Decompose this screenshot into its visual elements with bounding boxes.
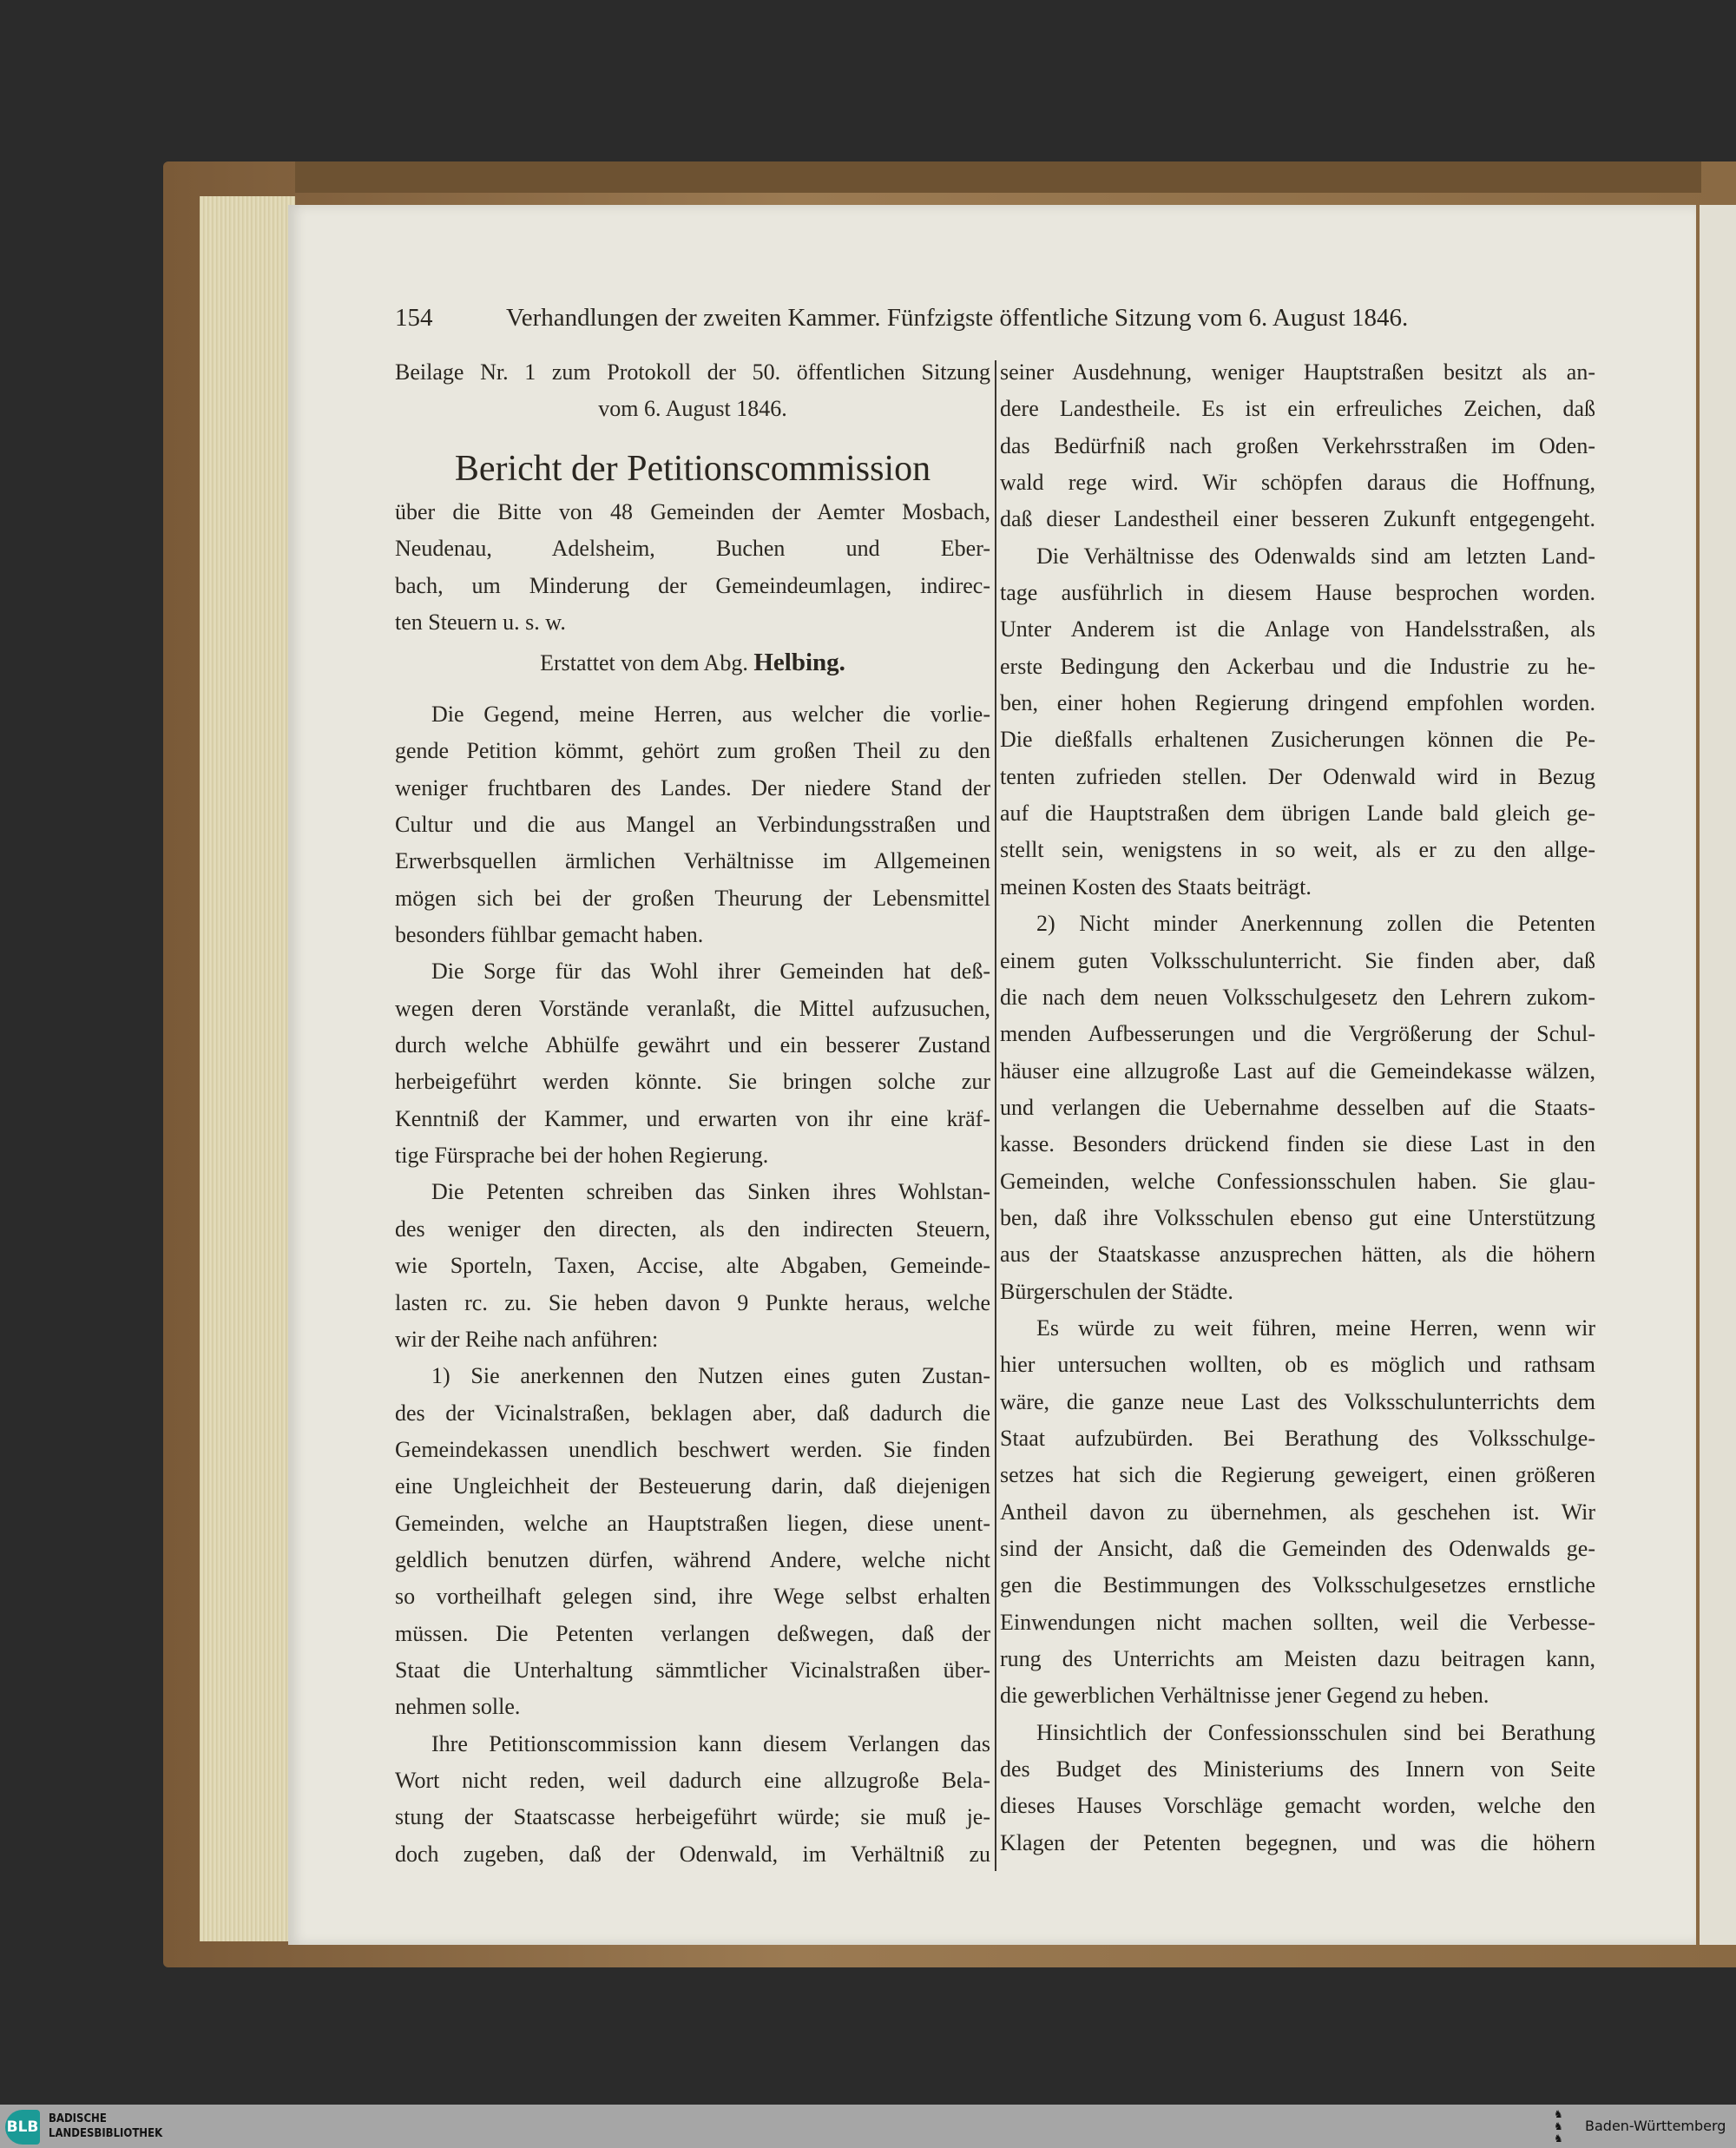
running-title: Verhandlungen der zweiten Kammer. Fünfzigste öffentliche Sitzung vom 6. August 1846. — [506, 304, 1409, 332]
column-divider — [995, 360, 996, 1871]
text-line: Wort nicht reden, weil dadurch eine allzugroße Bela- — [395, 1767, 990, 1793]
text-line: wir der Reihe nach anführen: — [395, 1326, 659, 1352]
blb-name-line2: LANDESBIBLIOTHEK — [49, 2127, 163, 2140]
blb-name-line1: BADISCHE — [49, 2112, 107, 2125]
text-line: daß dieser Landestheil einer besseren Zukunft entgegengeht. — [1000, 506, 1595, 532]
text-line: Einwendungen nicht machen sollten, weil die Verbesse- — [1000, 1609, 1595, 1635]
text-line: Gemeinden, welche an Hauptstraßen liegen, diese unent- — [395, 1510, 990, 1536]
byline-prefix: Erstattet von dem Abg. — [540, 650, 754, 675]
text-line: Gemeindekassen unendlich beschwert werden. Sie finden — [395, 1436, 990, 1462]
text-line: geldlich benutzen dürfen, während Andere, welche nicht — [395, 1546, 990, 1572]
text-line: doch zugeben, daß der Odenwald, im Verhältniß zu — [395, 1841, 990, 1867]
text-line: dere Landestheile. Es ist ein erfreuliches Zeichen, daß — [1000, 396, 1595, 422]
text-line: 2) Nicht minder Anerkennung zollen die Petenten — [1036, 911, 1595, 937]
text-line: Staat die Unterhaltung sämmtlicher Vicinalstraßen über- — [395, 1657, 990, 1683]
text-line: Gemeinden, welche Confessionsschulen haben. Sie glau- — [1000, 1168, 1595, 1194]
text-line: müssen. Die Petenten verlangen deßwegen, daß der — [395, 1620, 990, 1646]
text-line: herbeigeführt werden könnte. Sie bringen solche zur — [395, 1069, 990, 1095]
text-line: tenten zufrieden stellen. Der Odenwald wird in Bezug — [1000, 763, 1595, 789]
text-line: lasten rc. zu. Sie heben davon 9 Punkte heraus, welche — [395, 1289, 990, 1315]
text-line: ben, daß ihre Volksschulen ebenso gut eine Unterstützung — [1000, 1204, 1595, 1230]
book-cover-top — [295, 161, 1701, 193]
text-line: seiner Ausdehnung, weniger Hauptstraßen besitzt als an- — [1000, 359, 1595, 385]
text-line: Beilage Nr. 1 zum Protokoll der 50. öffentlichen Sitzung — [395, 359, 990, 385]
text-line: Unter Anderem ist die Anlage von Handelsstraßen, als — [1000, 616, 1595, 642]
text-line: wie Sporteln, Taxen, Accise, alte Abgaben, Gemeinde- — [395, 1253, 990, 1279]
text-line: setzes hat sich die Regierung geweigert, einen größeren — [1000, 1462, 1595, 1488]
text-line: die gewerblichen Verhältnisse jener Gegend zu heben. — [1000, 1683, 1489, 1709]
text-line: erste Bedingung den Ackerbau und die Industrie zu he- — [1000, 653, 1595, 679]
text-line: Die Gegend, meine Herren, aus welcher die vorlie- — [431, 702, 990, 727]
appendix-heading — [395, 354, 990, 428]
page-number: 154 — [395, 304, 433, 332]
text-line: rung des Unterrichts am Meisten dazu beitragen kann, — [1000, 1646, 1595, 1672]
text-line: wäre, die ganze neue Last des Volksschulunterrichts dem — [1000, 1388, 1595, 1414]
text-line: des weniger den directen, als den indirecten Steuern, — [395, 1216, 990, 1242]
text-line: aus der Staatskasse anzusprechen hätten, als die höhern — [1000, 1242, 1595, 1268]
text-line: die nach dem neuen Volksschulgesetz den Lehrern zukom- — [1000, 984, 1595, 1010]
right-column-body — [1000, 354, 1595, 1861]
text-line: und verlangen die Uebernahme desselben auf die Staats- — [1000, 1094, 1595, 1120]
text-line: auf die Hauptstraßen dem übrigen Lande bald gleich ge- — [1000, 801, 1595, 827]
text-line: das Bedürfniß nach großen Verkehrsstraßen im Oden- — [1000, 432, 1595, 458]
text-line: 1) Sie anerkennen den Nutzen eines guten Zustan- — [431, 1363, 990, 1389]
text-line: stellt sein, wenigstens in so weit, als er zu den allge- — [1000, 837, 1595, 863]
text-line: Neudenau, Adelsheim, Buchen und Eber- — [395, 536, 990, 562]
text-line: gende Petition kömmt, gehört zum großen Theil zu den — [395, 738, 990, 764]
text-line: menden Aufbesserungen und die Vergrößerung der Schul- — [1000, 1021, 1595, 1047]
text-line: wegen deren Vorstände veranlaßt, die Mittel aufzusuchen, — [395, 995, 990, 1021]
text-line: weniger fruchtbaren des Landes. Der niedere Stand der — [395, 774, 990, 801]
text-line: einem guten Volksschulunterricht. Sie finden aber, daß — [1000, 947, 1595, 973]
baden-wuerttemberg-label[interactable]: Baden-Württemberg — [1585, 2118, 1726, 2134]
text-line: ben, einer hohen Regierung dringend empfohlen worden. — [1000, 690, 1595, 716]
text-line: Antheil davon zu übernehmen, als geschehen ist. Wir — [1000, 1499, 1595, 1525]
text-line: vom 6. August 1846. — [598, 396, 787, 422]
text-line: meinen Kosten des Staats beiträgt. — [1000, 873, 1312, 899]
byline-author: Helbing. — [753, 649, 845, 676]
text-line: ten Steuern u. s. w. — [395, 609, 566, 636]
left-column-body — [395, 696, 990, 1873]
text-line: Die Sorge für das Wohl ihrer Gemeinden hat deß- — [431, 959, 990, 985]
text-line: Es würde zu weit führen, meine Herren, wenn wir — [1036, 1314, 1595, 1341]
text-line: tige Fürsprache bei der hohen Regierung. — [395, 1143, 769, 1169]
text-line: über die Bitte von 48 Gemeinden der Aemter Mosbach, — [395, 499, 990, 524]
page-edges — [200, 196, 295, 1941]
text-line: Hinsichtlich der Confessionsschulen sind bei Berathung — [1036, 1719, 1595, 1745]
text-line: tage ausführlich in diesem Hause besprochen worden. — [1000, 580, 1595, 606]
text-line: Erwerbsquellen ärmlichen Verhältnisse im Allgemeinen — [395, 848, 990, 874]
text-line: dieses Hauses Vorschläge gemacht worden, welche den — [1000, 1793, 1595, 1819]
report-subtitle — [395, 494, 990, 641]
text-line: nehmen solle. — [395, 1694, 521, 1720]
text-line: so vortheilhaft gelegen sind, ihre Wege selbst erhalten — [395, 1584, 990, 1610]
facing-page-edge — [1700, 205, 1736, 1945]
blb-logo[interactable]: BLB — [5, 2110, 40, 2145]
three-lions-icon: ♞ ♞ ♞ — [1554, 2108, 1563, 2145]
byline — [395, 644, 990, 681]
text-line: des der Vicinalstraßen, beklagen aber, daß dadurch die — [395, 1400, 990, 1426]
text-line: des Budget des Ministeriums des Innern von Seite — [1000, 1756, 1595, 1782]
text-line: Kenntniß der Kammer, und erwarten von ihr eine kräf- — [395, 1105, 990, 1131]
text-line: kasse. Besonders drückend finden sie diese Last in den — [1000, 1131, 1595, 1157]
text-line: gen die Bestimmungen des Volksschulgesetzes ernstliche — [1000, 1572, 1595, 1598]
text-line: hier untersuchen wollten, ob es möglich und rathsam — [1000, 1352, 1595, 1378]
text-line: eine Ungleichheit der Besteuerung darin, daß diejenigen — [395, 1473, 990, 1499]
report-title: Bericht der Petitionscommission — [454, 449, 931, 489]
text-line: Die Verhältnisse des Odenwalds sind am letzten Land- — [1036, 543, 1595, 569]
text-line: Die Petenten schreiben das Sinken ihres Wohlstan- — [431, 1179, 990, 1205]
text-line: Staat aufzubürden. Bei Berathung des Volksschulge- — [1000, 1425, 1595, 1451]
text-line: wald rege wird. Wir schöpfen daraus die Hoffnung, — [1000, 470, 1595, 496]
text-line: sind der Ansicht, daß die Gemeinden des Odenwalds ge- — [1000, 1536, 1595, 1561]
text-line: besonders fühlbar gemacht haben. — [395, 922, 704, 948]
text-line: bach, um Minderung der Gemeindeumlagen, indirec- — [395, 572, 990, 598]
text-line: mögen sich bei der großen Theurung der Lebensmittel — [395, 885, 990, 911]
text-line: häuser eine allzugroße Last auf die Gemeindekasse wälzen, — [1000, 1058, 1595, 1084]
text-line: Die dießfalls erhaltenen Zusicherungen können die Pe- — [1000, 727, 1595, 753]
text-line: stung der Staatscasse herbeigeführt würde; sie muß je- — [395, 1804, 990, 1830]
footer-bar — [0, 2105, 1736, 2148]
text-line: Cultur und die aus Mangel an Verbindungsstraßen und — [395, 812, 990, 838]
text-line: durch welche Abhülfe gewährt und ein besserer Zustand — [395, 1032, 990, 1058]
text-line: Ihre Petitionscommission kann diesem Verlangen das — [431, 1730, 990, 1756]
text-line: Klagen der Petenten begegnen, und was die höhern — [1000, 1829, 1595, 1855]
blb-name[interactable] — [49, 2112, 162, 2141]
text-line: Bürgerschulen der Städte. — [1000, 1278, 1233, 1304]
